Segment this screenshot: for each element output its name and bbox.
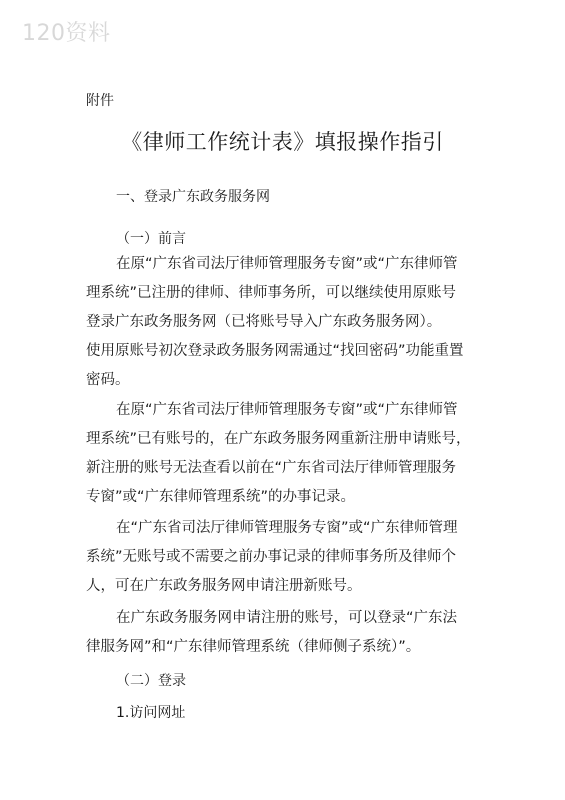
subsection-heading-login: （二）登录 <box>116 673 186 689</box>
paragraph-line: 在“广东省司法厅律师管理服务专窗”或“广东律师管理 <box>116 520 458 536</box>
paragraph-line: 理系统”已注册的律师、律师事务所，可以继续使用原账号 <box>86 285 457 301</box>
attachment-label: 附件 <box>86 93 114 109</box>
paragraph-line: 新注册的账号无法查看以前在“广东省司法厅律师管理服务 <box>86 460 457 476</box>
paragraph-line: 人，可在广东政务服务网申请注册新账号。 <box>86 578 362 594</box>
paragraph-4 <box>86 604 486 662</box>
list-item-visit-url: 1.访问网址 <box>116 705 186 721</box>
paragraph-line: 系统”无账号或不需要之前办事记录的律师事务所及律师个 <box>86 549 457 565</box>
paragraph-line: 登录广东政务服务网（已将账号导入广东政务服务网）。 <box>86 314 442 330</box>
paragraph-line: 在原“广东省司法厅律师管理服务专窗”或“广东律师管 <box>116 402 458 418</box>
document-title: 《律师工作统计表》填报操作指引 <box>121 130 444 154</box>
paragraph-line: 专窗”或“广东律师管理系统”的办事记录。 <box>86 489 356 505</box>
paragraph-line: 使用原账号初次登录政务服务网需通过“找回密码”功能重置 <box>86 343 464 359</box>
watermark: 120资料 <box>22 21 111 46</box>
paragraph-line: 密码。 <box>86 372 130 388</box>
paragraph-3 <box>86 514 486 601</box>
paragraph-line: 在广东政务服务网申请注册的账号，可以登录“广东法 <box>116 610 458 626</box>
paragraph-2 <box>86 396 486 512</box>
paragraph-line: 律服务网”和“广东律师管理系统（律师侧子系统）”。 <box>86 639 421 655</box>
paragraph-line: 在原“广东省司法厅律师管理服务专窗”或“广东律师管 <box>116 256 458 272</box>
subsection-heading-preface: （一）前言 <box>116 231 186 247</box>
section-heading-login: 一、登录广东政务服务网 <box>116 189 270 205</box>
paragraph-line: 理系统”已有账号的，在广东政务服务网重新注册申请账号， <box>86 431 471 447</box>
paragraph-1 <box>86 250 486 395</box>
